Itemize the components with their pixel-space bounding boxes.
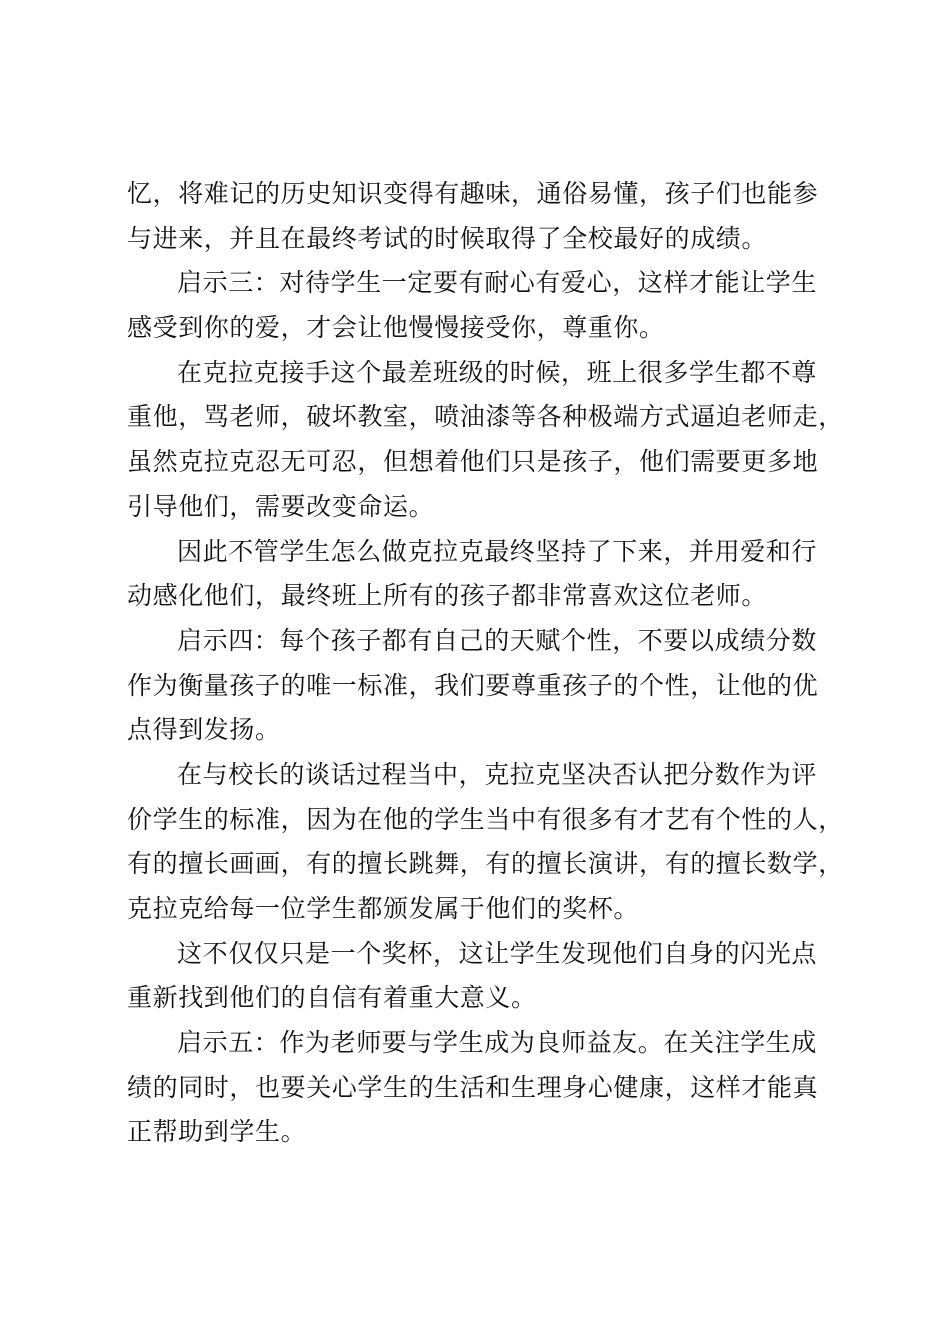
document-body bbox=[127, 172, 852, 1155]
text-line: 价学生的标准，因为在他的学生当中有很多有才艺有个性的人， bbox=[127, 804, 844, 834]
text-line: 有的擅长画画，有的擅长跳舞，有的擅长演讲，有的擅长数学， bbox=[127, 849, 844, 879]
text-line: 作为衡量孩子的唯一标准，我们要尊重孩子的个性，让他的优 bbox=[127, 670, 819, 700]
text-line: 这不仅仅只是一个奖杯，这让学生发现他们自身的闪光点 bbox=[177, 938, 818, 968]
text-line: 忆，将难记的历史知识变得有趣味，通俗易懂，孩子们也能参 bbox=[127, 179, 819, 208]
text-line: 绩的同时，也要关心学生的生活和生理身心健康，这样才能真 bbox=[127, 1072, 819, 1102]
text-line: 引导他们，需要改变命运。 bbox=[127, 491, 435, 521]
text-line: 重他，骂老师，破坏教室，喷油漆等各种极端方式逼迫老师走， bbox=[127, 402, 844, 432]
text-line: 与进来，并且在最终考试的时候取得了全校最好的成绩。 bbox=[127, 223, 768, 253]
text-line: 启示五：作为老师要与学生成为良师益友。在关注学生成 bbox=[177, 1028, 818, 1058]
text-line: 正帮助到学生。 bbox=[127, 1117, 307, 1147]
text-line: 点得到发扬。 bbox=[127, 715, 281, 745]
text-line: 启示三：对待学生一定要有耐心有爱心，这样才能让学生 bbox=[177, 268, 818, 298]
text-line: 克拉克给每一位学生都颁发属于他们的奖杯。 bbox=[127, 894, 640, 923]
text-line: 在克拉克接手这个最差班级的时候，班上很多学生都不尊 bbox=[177, 357, 818, 387]
text-line: 动感化他们，最终班上所有的孩子都非常喜欢这位老师。 bbox=[127, 581, 768, 611]
text-line: 感受到你的爱，才会让他慢慢接受你，尊重你。 bbox=[127, 313, 665, 343]
text-line: 因此不管学生怎么做克拉克最终坚持了下来，并用爱和行 bbox=[177, 536, 818, 566]
text-line: 在与校长的谈话过程当中，克拉克坚决否认把分数作为评 bbox=[177, 759, 818, 789]
text-line: 重新找到他们的自信有着重大意义。 bbox=[127, 983, 537, 1013]
text-line: 启示四：每个孩子都有自己的天赋个性，不要以成绩分数 bbox=[177, 625, 818, 655]
text-line: 虽然克拉克忍无可忍，但想着他们只是孩子，他们需要更多地 bbox=[127, 447, 819, 477]
